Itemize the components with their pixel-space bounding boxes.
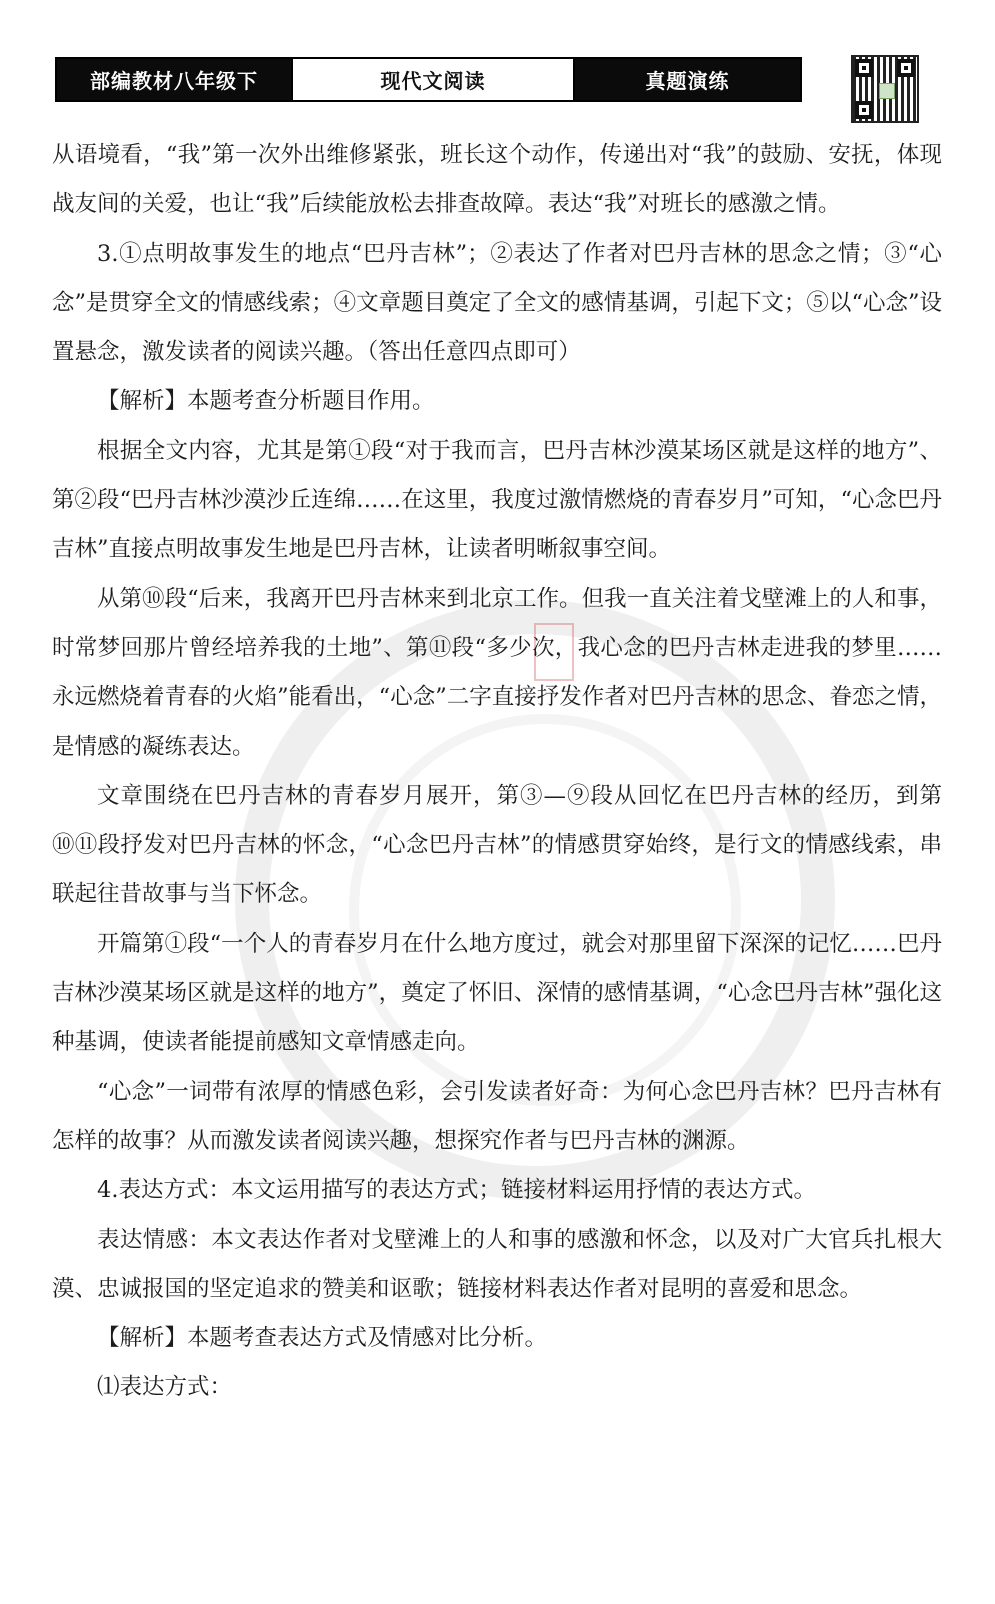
article-body: [52, 131, 942, 1413]
analysis-heading: 【解析】本题考查分析题目作用。: [97, 388, 435, 415]
qr-code-icon: [851, 55, 919, 123]
page-header: [55, 57, 802, 102]
paragraph: 根据全文内容，尤其是第①段“对于我而言，巴丹吉林沙漠某场区就是这样的地方”、第②段“巴丹吉林沙漠沙丘连绵……在这里，我度过激情燃烧的青春岁月”可知，“心念巴丹吉林”直接点明故事发生地是巴丹吉林，让读者明晰叙事空间。: [52, 437, 942, 563]
paragraph: 开篇第①段“一个人的青春岁月在什么地方度过，就会对那里留下深深的记忆……巴丹吉林沙漠某场区就是这样的地方”，奠定了怀旧、深情的感情基调，“心念巴丹吉林”强化这种基调，使读者能提前感知文章情感走向。: [52, 930, 942, 1056]
paragraph: 从语境看，“我”第一次外出维修紧张，班长这个动作，传递出对“我”的鼓励、安抚，体现战友间的关爱，也让“我”后续能放松去排查故障。表达“我”对班长的感激之情。: [52, 142, 942, 218]
paragraph: 文章围绕在巴丹吉林的青春岁月展开，第③—⑨段从回忆在巴丹吉林的经历，到第⑩⑪段抒发对巴丹吉林的怀念，“心念巴丹吉林”的情感贯穿始终，是行文的情感线索，串联起往昔故事与当下怀念。: [52, 782, 942, 908]
header-left-label: 部编教材八年级下: [57, 59, 291, 100]
paragraph: “心念”一词带有浓厚的情感色彩，会引发读者好奇：为何心念巴丹吉林？巴丹吉林有怎样的故事？从而激发读者阅读兴趣，想探究作者与巴丹吉林的渊源。: [52, 1078, 942, 1154]
header-middle-label: 现代文阅读: [291, 59, 575, 100]
paragraph: 表达情感：本文表达作者对戈壁滩上的人和事的感激和怀念，以及对广大官兵扎根大漠、忠诚报国的坚定追求的赞美和讴歌；链接材料表达作者对昆明的喜爱和思念。: [52, 1226, 942, 1302]
paragraph: 从第⑩段“后来，我离开巴丹吉林来到北京工作。但我一直关注着戈壁滩上的人和事，时常梦回那片曾经培养我的土地”、第⑪段“多少次，我心念的巴丹吉林走进我的梦里……永远燃烧着青春的火焰”能看出，“心念”二字直接抒发作者对巴丹吉林的思念、眷恋之情，是情感的凝练表达。: [52, 585, 942, 760]
answer-4: 4.表达方式：本文运用描写的表达方式；链接材料运用抒情的表达方式。: [97, 1177, 816, 1204]
analysis-heading: 【解析】本题考查表达方式及情感对比分析。: [97, 1325, 548, 1352]
answer-3: 3.①点明故事发生的地点“巴丹吉林”；②表达了作者对巴丹吉林的思念之情；③“心念”是贯穿全文的情感线索；④文章题目奠定了全文的感情基调，引起下文；⑤以“心念”设置悬念，激发读者的阅读兴趣。（答出任意四点即可）: [52, 240, 942, 366]
header-right-label: 真题演练: [575, 59, 800, 100]
subheading: ⑴表达方式：: [97, 1374, 233, 1401]
